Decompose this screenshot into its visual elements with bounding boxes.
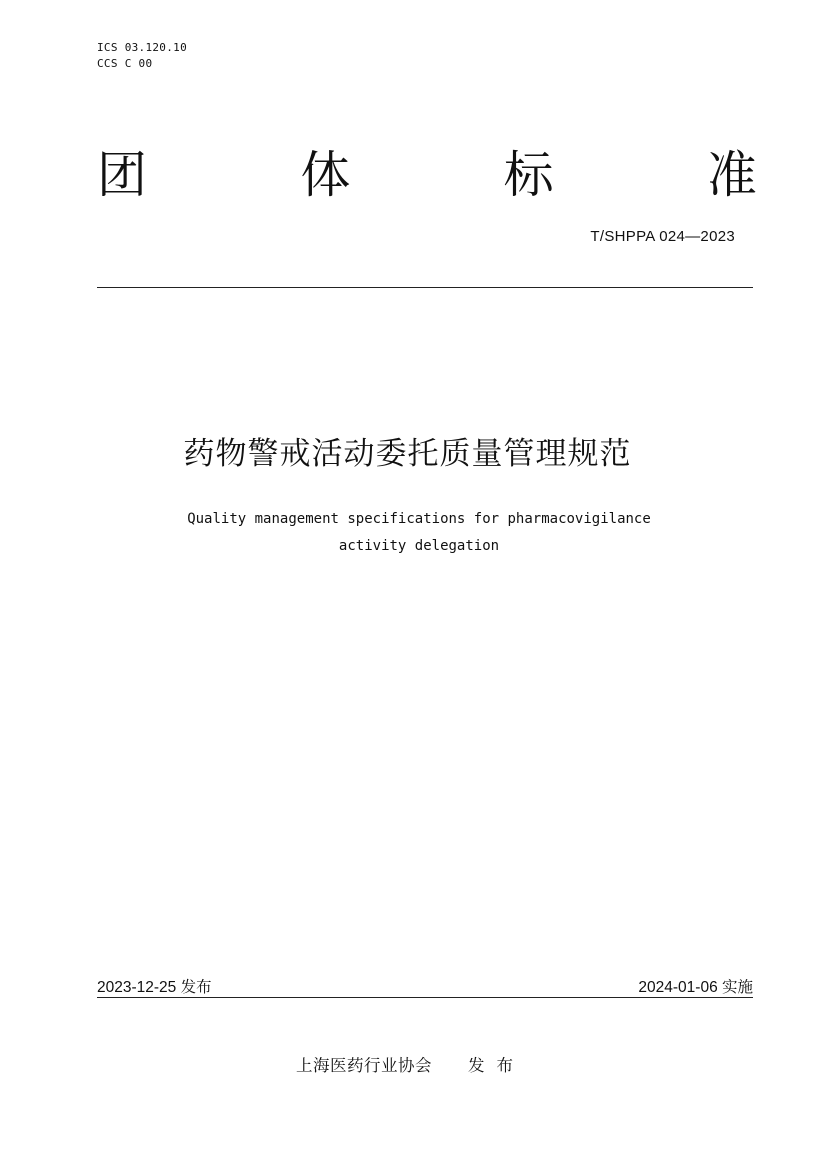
implementation-date: 2024-01-06 实施 (638, 979, 753, 996)
title-english-line: Quality management specifications for pharmacovigilance (187, 511, 651, 527)
document-title-english (0, 506, 815, 560)
footer-divider (97, 997, 753, 998)
standard-number: T/SHPPA 024—2023 (590, 228, 735, 245)
title-english-line: activity delegation (338, 538, 500, 554)
header-divider (97, 287, 753, 288)
document-title-chinese: 药物警戒活动委托质量管理规范 (183, 436, 632, 472)
standard-type-char: 体 (300, 146, 351, 204)
ccs-code: CCS C 00 (97, 57, 153, 70)
standard-type-char: 标 (503, 146, 554, 204)
standard-type-char: 准 (706, 146, 757, 204)
publisher-line (296, 1052, 525, 1076)
publisher-organization: 上海医药行业协会 (296, 1056, 432, 1075)
publisher-action: 发布 (468, 1056, 525, 1075)
ics-code: ICS 03.120.10 (97, 41, 187, 54)
standard-type-heading (97, 143, 757, 207)
classification-codes (97, 40, 187, 72)
issue-date: 2023-12-25 发布 (97, 979, 212, 996)
standard-type-char: 团 (97, 146, 147, 204)
